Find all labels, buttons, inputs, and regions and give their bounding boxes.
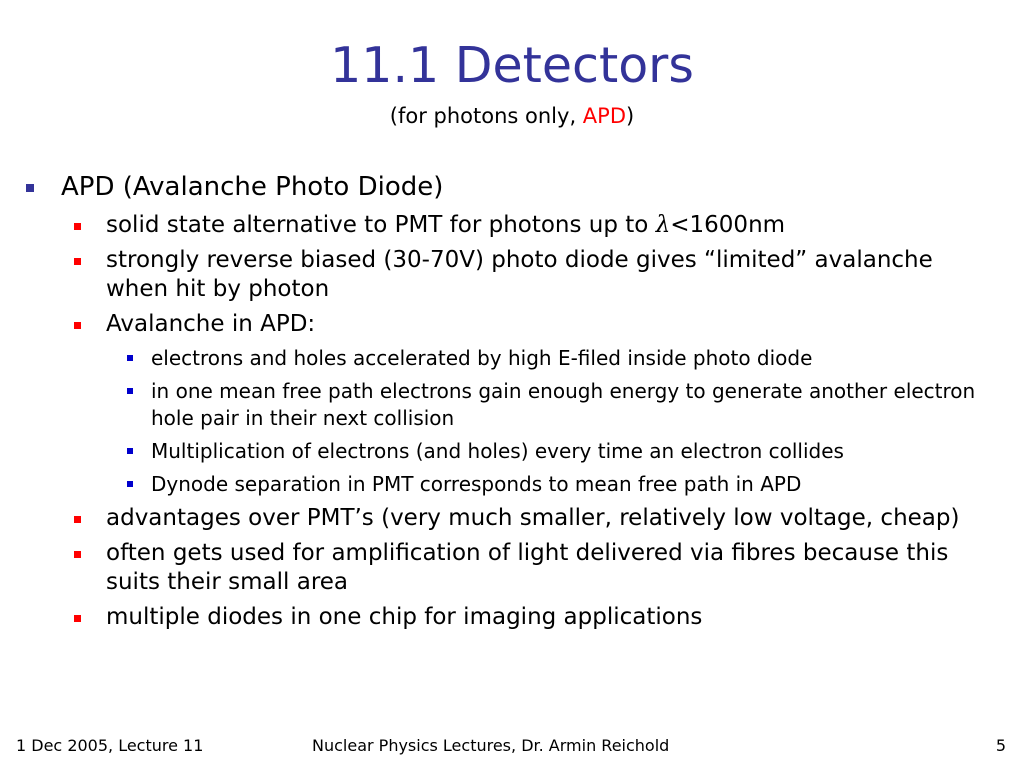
bullet-text: APD (Avalanche Photo Diode) xyxy=(61,172,444,202)
square-bullet-icon xyxy=(127,355,133,361)
square-bullet-icon xyxy=(74,322,81,329)
square-bullet-icon xyxy=(74,615,81,622)
bullet-multiple-diodes xyxy=(0,603,1016,632)
bullet-text: multiple diodes in one chip for imaging applications xyxy=(106,604,703,630)
square-bullet-icon xyxy=(74,551,81,558)
footer-course: Nuclear Physics Lectures, Dr. Armin Reichold xyxy=(312,736,670,755)
square-bullet-icon xyxy=(74,223,81,230)
slide-title: 11.1 Detectors xyxy=(330,37,694,94)
bullet-fibres xyxy=(0,539,1016,597)
bullet-apd xyxy=(0,168,991,206)
square-bullet-icon xyxy=(127,388,133,394)
square-bullet-icon xyxy=(74,258,81,265)
bullet-multiplication xyxy=(0,438,1011,465)
bullet-list xyxy=(0,168,1024,638)
slide-subtitle xyxy=(0,102,1024,130)
bullet-text: in one mean free path electrons gain enough energy to generate another electron hole pair in their next collision xyxy=(151,379,976,430)
page-number: 5 xyxy=(995,736,1006,755)
bullet-text: Avalanche in APD: xyxy=(106,311,316,337)
square-bullet-icon xyxy=(74,516,81,523)
square-bullet-icon xyxy=(127,481,133,487)
bullet-text: Multiplication of electrons (and holes) every time an electron collides xyxy=(151,439,844,463)
bullet-avalanche xyxy=(0,310,1016,339)
lambda-symbol: λ xyxy=(655,212,671,238)
bullet-text: advantages over PMT’s (very much smaller, relatively low voltage, cheap) xyxy=(106,505,960,531)
square-bullet-icon xyxy=(26,184,34,192)
bullet-text-suffix: <1600nm xyxy=(670,212,786,238)
subtitle-suffix: ) xyxy=(626,104,635,128)
bullet-electrons-holes xyxy=(0,345,1011,372)
bullet-reverse-biased xyxy=(0,246,1016,304)
bullet-text: often gets used for amplification of light delivered via fibres because this suits their small area xyxy=(106,540,949,595)
subtitle-accent: APD xyxy=(582,104,626,128)
bullet-text: Dynode separation in PMT corresponds to mean free path in APD xyxy=(151,472,802,496)
bullet-solid-state xyxy=(0,211,1016,240)
bullet-text: electrons and holes accelerated by high E-filed inside photo diode xyxy=(151,346,813,370)
bullet-text: solid state alternative to PMT for photons up to xyxy=(106,212,656,238)
subtitle-prefix: (for photons only, xyxy=(389,104,583,128)
footer-date-lecture: 1 Dec 2005, Lecture 11 xyxy=(16,736,204,755)
square-bullet-icon xyxy=(127,448,133,454)
bullet-dynode xyxy=(0,471,1011,498)
bullet-advantages xyxy=(0,504,1016,533)
bullet-mean-free-path xyxy=(0,378,1011,432)
bullet-text: strongly reverse biased (30-70V) photo diode gives “limited” avalanche when hit by photon xyxy=(106,247,933,302)
